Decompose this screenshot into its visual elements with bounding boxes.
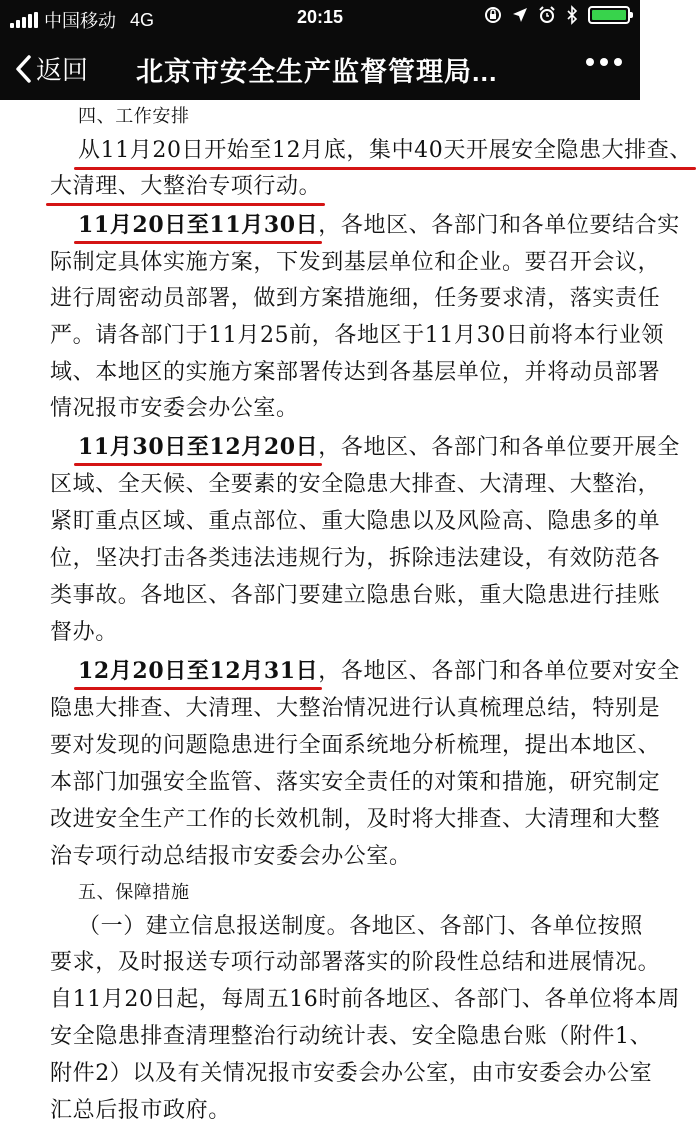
article-content [0,100,692,1137]
highlighted-text: 大清理、大整治专项行动。 [50,172,321,202]
paragraph-line: 际制定具体实施方案，下发到基层单位和企业。要召开会议， [50,250,661,275]
highlighted-text: 从11月20日开始至12月底，集中40天开展安全隐患大排查、 [78,136,692,166]
paragraph-line: 位，坚决打击各类违法违规行为，拆除违法建设，有效防范各 [50,546,661,571]
paragraph-line [78,210,680,241]
chevron-left-icon [14,54,32,84]
paragraph-line: 紧盯重点区域、重点部位、重大隐患以及风险高、隐患多的单 [50,509,661,534]
battery-level [592,10,626,20]
paragraph-line: 域、本地区的实施方案部署传达到各基层单位，并将动员部署 [50,360,661,385]
paragraph-line: 进行周密动员部署，做到方案措施细，任务要求清，落实责任 [50,286,661,311]
location-arrow-icon [512,7,528,23]
status-right [484,6,630,24]
paragraph-text: ，各地区、各部门和各单位要结合实 [318,213,680,238]
paragraph-line: 要对发现的问题隐患进行全面系统地分析梳理，提出本地区、 [50,733,661,758]
more-dot-icon [614,58,622,66]
paragraph-line: 严。请各部门于11月25前，各地区于11月30日前将本行业领 [50,323,664,348]
back-button[interactable] [14,50,88,87]
paragraph-line: （一）建立信息报送制度。各地区、各部门、各单位按照 [78,914,644,939]
alarm-icon [538,6,556,24]
section-heading: 五、保障措施 [78,882,190,903]
paragraph-line: 治专项行动总结报市安委会办公室。 [50,844,412,869]
paragraph-line: 改进安全生产工作的长效机制，及时将大排查、大清理和大整 [50,807,661,832]
more-dot-icon [600,58,608,66]
paragraph-line: 督办。 [50,620,118,645]
paragraph-line [78,656,680,687]
paragraph-text: ，各地区、各部门和各单位要对安全 [318,659,680,684]
bluetooth-icon [566,6,578,24]
paragraph-line: 附件2）以及有关情况报市安委会办公室，由市安委会办公室 [50,1061,653,1086]
status-bar [0,0,640,36]
paragraph-line [50,172,321,202]
date-range-highlight: 11月30日至12月20日 [78,434,319,460]
date-range-highlight: 12月20日至12月31日 [78,658,319,684]
paragraph-line [78,432,680,463]
section-heading: 四、工作安排 [78,106,190,127]
carrier-name: 中国移动 [44,11,116,31]
paragraph-line: 要求，及时报送专项行动部署落实的阶段性总结和进展情况。 [50,950,661,975]
paragraph-line: 汇总后报市政府。 [50,1098,231,1123]
more-dot-icon [586,58,594,66]
paragraph-line: 隐患大排查、大清理、大整治情况进行认真梳理总结，特别是 [50,696,661,721]
back-label: 返回 [36,55,89,85]
battery-icon [588,6,630,24]
network-type: 4G [130,9,155,30]
paragraph-line: 自11月20日起，每周五16时前各地区、各部门、各单位将本周 [50,987,680,1012]
date-range-highlight: 11月20日至11月30日 [78,212,319,238]
status-time: 20:15 [296,7,344,27]
more-options-button[interactable] [586,58,622,66]
paragraph-line: 区域、全天候、全要素的安全隐患大排查、大清理、大整治， [50,472,661,497]
paragraph-line [78,136,692,166]
orientation-lock-icon [484,6,502,24]
nav-bar [0,36,640,100]
page-title: 北京市安全生产监督管理局... [136,57,498,87]
paragraph-line: 类事故。各地区、各部门要建立隐患台账，重大隐患进行挂账 [50,583,661,608]
paragraph-line: 本部门加强安全监管、落实安全责任的对策和措施，研究制定 [50,770,661,795]
paragraph-line: 情况报市安委会办公室。 [50,396,299,421]
paragraph-text: ，各地区、各部门和各单位要开展全 [318,435,680,460]
paragraph-line: 安全隐患排查清理整治行动统计表、安全隐患台账（附件1、 [50,1024,653,1049]
